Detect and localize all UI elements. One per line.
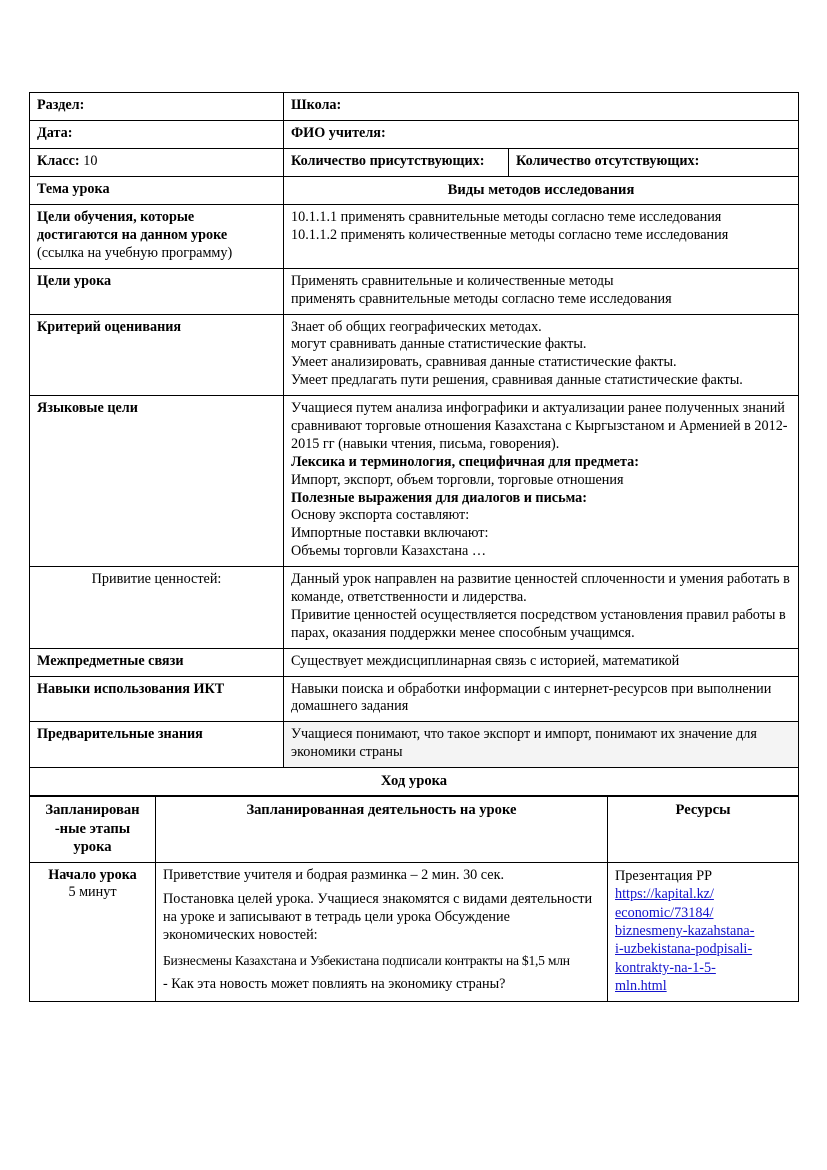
present-count-label: Количество присутствующих: [284, 148, 509, 176]
assessment-criteria-item: Умеет анализировать, сравнивая данные статистические факты. [291, 354, 677, 371]
column-header-stages [30, 797, 156, 862]
values-item: Привитие ценностей осуществляется посредством установления правил работы в парах, оказания поддержки менее способным учащимся. [291, 606, 786, 641]
values-item: Данный урок направлен на развитие ценностей сплоченности и умения работать в команде, ответственности и лидерства. [291, 571, 790, 605]
resource-link-line: i-uzbekistana-podpisali- [615, 941, 753, 958]
resource-link[interactable] [615, 922, 791, 940]
language-objectives-intro: Учащиеся путем анализа инфографики и актуализации ранее полученных знаний сравнивают торговые отношения Казахстана с Кыргызстаном и Арменией в 2012-2015 гг (навыки чтения, письма, говорения). [291, 400, 788, 452]
language-objectives-label: Языковые цели [30, 396, 284, 567]
activity-cell [156, 862, 608, 1001]
assessment-criteria-item: Умеет предлагать пути решения, сравнивая данные статистические факты. [291, 372, 743, 389]
resource-link-line: mln.html [615, 978, 667, 995]
table-row-values [30, 567, 799, 649]
column-header-stages-line3: урока [73, 839, 112, 856]
lesson-flow-row [30, 862, 799, 1001]
language-objectives-content [284, 396, 799, 567]
table-row-topic [30, 176, 799, 204]
lesson-flow-section-title: Ход урока [30, 768, 799, 796]
resources-cell [608, 862, 799, 1001]
assessment-criteria-list [284, 314, 799, 396]
lesson-objectives-label: Цели урока [30, 268, 284, 314]
table-row-section-school [30, 93, 799, 121]
resource-link-line: biznesmeny-kazahstana- [615, 922, 755, 939]
assessment-criteria-item: Знает об общих географических методах. [291, 318, 542, 335]
activity-paragraph-question: - Как эта новость может повлиять на экономику страны? [163, 976, 506, 993]
date-label: Дата: [30, 120, 284, 148]
vocabulary-heading: Лексика и терминология, специфичная для предмета: [291, 453, 639, 470]
useful-phrase-item: Объемы торговли Казахстана … [291, 543, 487, 560]
resource-link-line: https://kapital.kz/ [615, 886, 714, 903]
learning-objectives-label-line2: достигаются на данном уроке [37, 226, 228, 243]
class-label: Класс: [37, 152, 80, 169]
learning-objectives-label [30, 205, 284, 269]
resource-link[interactable] [615, 940, 791, 958]
stage-duration: 5 минут [68, 884, 117, 901]
table-row-prior-knowledge [30, 722, 799, 768]
stage-cell [30, 862, 156, 1001]
school-label: Школа: [284, 93, 799, 121]
activity-paragraph-news: Бизнесмены Казахстана и Узбекистана подписали контракты на $1,5 млн [163, 953, 570, 969]
learning-objectives-label-sub: (ссылка на учебную программу) [37, 244, 233, 261]
useful-phrase-item: Основу экспорта составляют: [291, 507, 470, 524]
learning-objectives-list [284, 205, 799, 269]
resource-link[interactable] [615, 904, 791, 922]
prior-knowledge-label: Предварительные знания [30, 722, 284, 768]
table-row-assessment-criteria [30, 314, 799, 396]
learning-objective-item: 10.1.1.1 применять сравнительные методы согласно теме исследования [291, 209, 722, 226]
table-row-class-counts [30, 148, 799, 176]
topic-label: Тема урока [30, 176, 284, 204]
table-row-language-objectives [30, 396, 799, 567]
table-row-ict-skills [30, 676, 799, 722]
lesson-objectives-list [284, 268, 799, 314]
resource-link[interactable] [615, 977, 791, 995]
absent-count-label: Количество отсутствующих: [509, 148, 799, 176]
column-header-activity: Запланированная деятельность на уроке [156, 797, 608, 862]
resources-title: Презентация РР [615, 867, 713, 884]
column-header-stages-line2: -ные этапы [54, 820, 131, 837]
lesson-objective-item: Применять сравнительные и количественные методы [291, 272, 614, 289]
lesson-flow-header-row [30, 797, 799, 862]
lesson-flow-table [29, 796, 799, 1001]
resource-link-line: economic/73184/ [615, 904, 714, 921]
class-value: 10 [83, 152, 98, 169]
learning-objective-item: 10.1.1.2 применять количественные методы согласно теме исследования [291, 226, 729, 243]
column-header-stages-line1: Запланирован [45, 802, 140, 819]
lesson-plan-table [29, 92, 799, 796]
topic-value: Виды методов исследования [284, 176, 799, 204]
class-cell [30, 148, 284, 176]
table-row-date-teacher [30, 120, 799, 148]
table-row-lesson-flow-title [30, 768, 799, 796]
cross-curricular-label: Межпредметные связи [30, 648, 284, 676]
vocabulary-text: Импорт, экспорт, объем торговли, торговые отношения [291, 471, 624, 488]
stage-title: Начало урока [48, 866, 137, 883]
lesson-objective-item: применять сравнительные методы согласно теме исследования [291, 290, 672, 307]
useful-phrase-item: Импортные поставки включают: [291, 525, 489, 542]
learning-objectives-label-line1: Цели обучения, которые [37, 209, 195, 226]
column-header-resources: Ресурсы [608, 797, 799, 862]
table-row-lesson-objectives [30, 268, 799, 314]
resource-link-line: kontrakty-na-1-5- [615, 959, 716, 976]
resource-link[interactable] [615, 885, 791, 903]
ict-skills-value: Навыки поиска и обработки информации с интернет-ресурсов при выполнении домашнего задания [284, 676, 799, 722]
section-label: Раздел: [30, 93, 284, 121]
resource-link[interactable] [615, 959, 791, 977]
values-content [284, 567, 799, 649]
prior-knowledge-value: Учащиеся понимают, что такое экспорт и импорт, понимают их значение для экономики страны [284, 722, 799, 768]
teacher-label: ФИО учителя: [284, 120, 799, 148]
cross-curricular-value: Существует междисциплинарная связь с историей, математикой [284, 648, 799, 676]
assessment-criteria-label: Критерий оценивания [30, 314, 284, 396]
activity-paragraph: Приветствие учителя и бодрая разминка – 2 мин. 30 сек. [163, 866, 505, 883]
table-row-cross-curricular [30, 648, 799, 676]
assessment-criteria-item: могут сравнивать данные статистические факты. [291, 336, 587, 353]
table-row-learning-objectives [30, 205, 799, 269]
activity-paragraph: Постановка целей урока. Учащиеся знакомятся с видами деятельности на уроке и записывают в тетрадь цели урока Обсуждение экономических новостей: [163, 891, 593, 944]
useful-phrases-heading: Полезные выражения для диалогов и письма: [291, 489, 587, 506]
lesson-plan-sheet [29, 92, 798, 1002]
ict-skills-label: Навыки использования ИКТ [30, 676, 284, 722]
values-label: Привитие ценностей: [30, 567, 284, 649]
